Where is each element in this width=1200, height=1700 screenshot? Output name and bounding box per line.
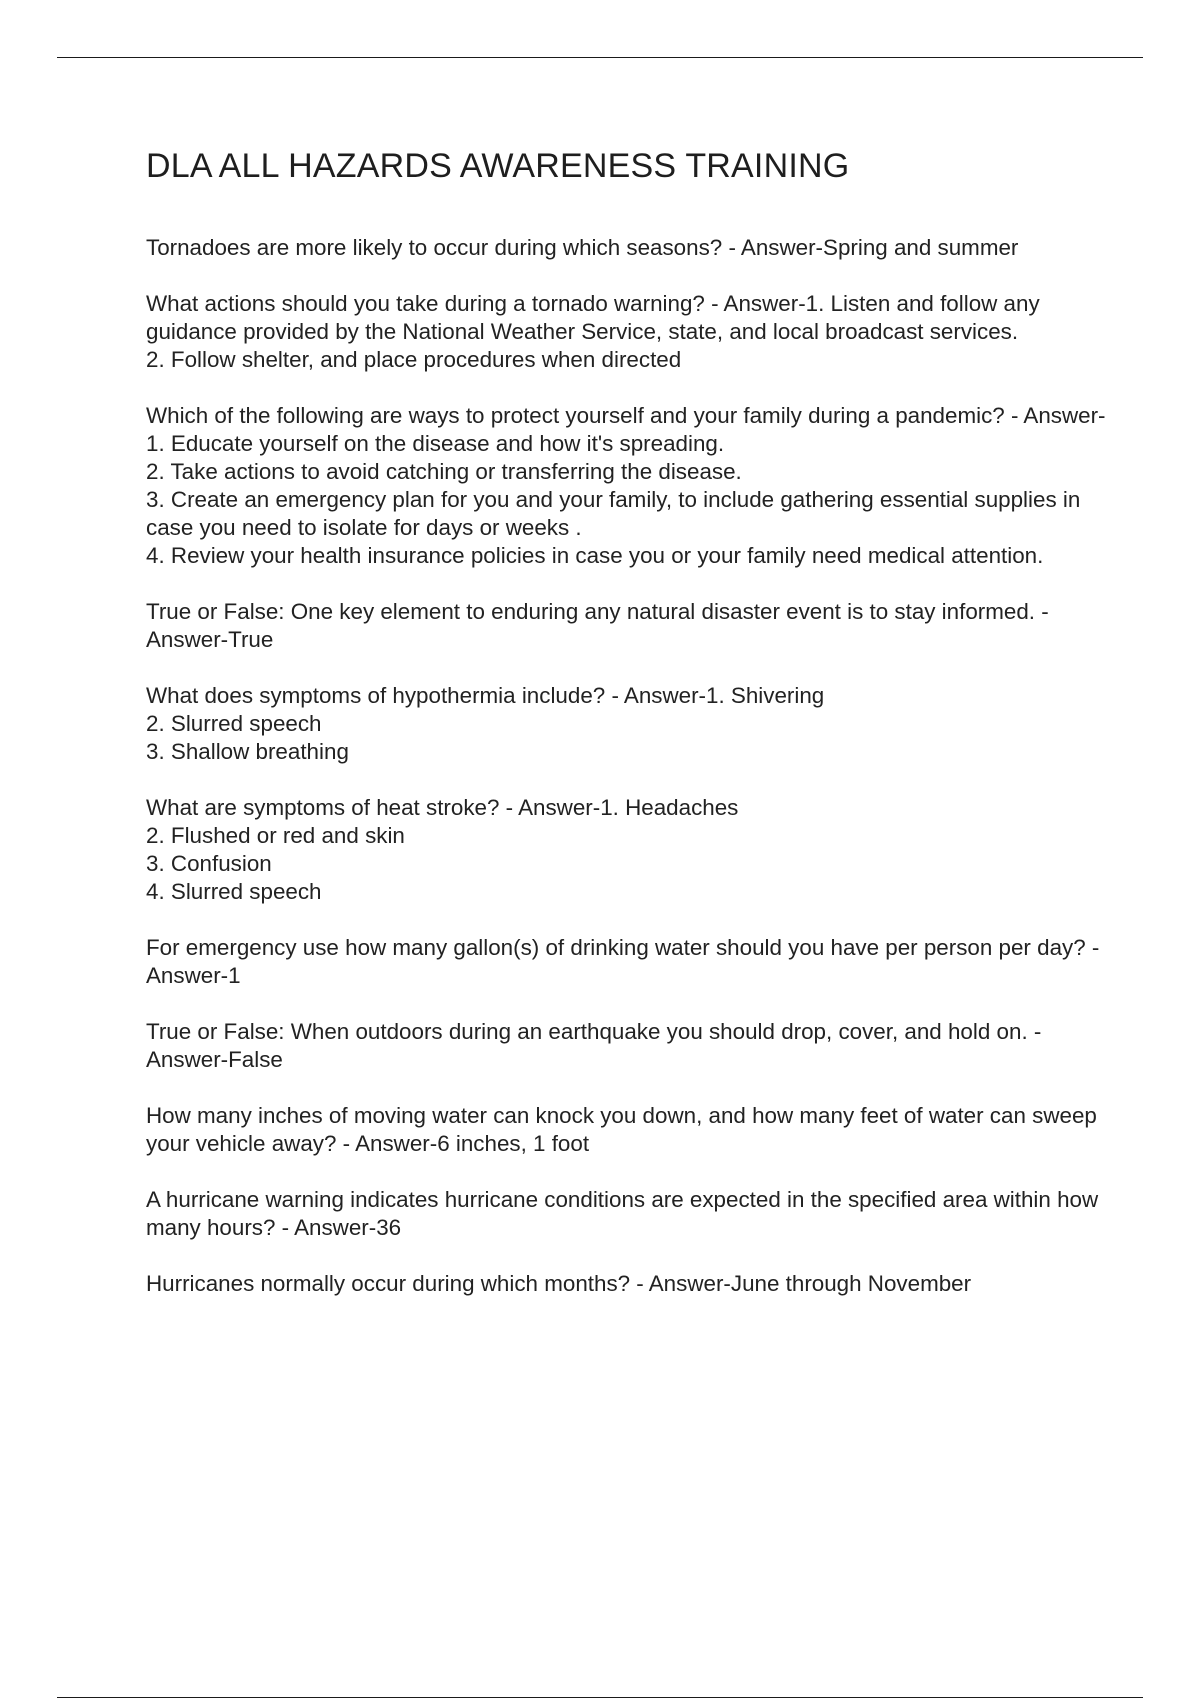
qa-line: 3. Create an emergency plan for you and your family, to include gathering essential supplies in case you need to isolate for days or weeks .: [146, 487, 1081, 540]
qa-item: [146, 1018, 1106, 1074]
qa-item: [146, 598, 1106, 654]
qa-line: 4. Review your health insurance policies in case you or your family need medical attention.: [146, 543, 1044, 568]
qa-item: [146, 934, 1106, 990]
qa-line: 3. Confusion: [146, 851, 272, 876]
qa-line: What actions should you take during a tornado warning? - Answer-1. Listen and follow any guidance provided by the National Weather Service, state, and local broadcast services.: [146, 291, 1040, 344]
qa-line: Tornadoes are more likely to occur during which seasons? - Answer-Spring and summer: [146, 235, 1019, 260]
qa-line: 2. Slurred speech: [146, 711, 322, 736]
document-body: [146, 140, 1106, 1326]
qa-item: [146, 1186, 1106, 1242]
qa-line: Hurricanes normally occur during which months? - Answer-June through November: [146, 1271, 972, 1296]
qa-line: True or False: When outdoors during an earthquake you should drop, cover, and hold on. - Answer-False: [146, 1019, 1042, 1072]
qa-item: [146, 682, 1106, 766]
qa-line: 2. Flushed or red and skin: [146, 823, 405, 848]
qa-line: 4. Slurred speech: [146, 879, 322, 904]
qa-line: 2. Follow shelter, and place procedures when directed: [146, 347, 682, 372]
qa-item: [146, 234, 1106, 262]
qa-item: [146, 1270, 1106, 1298]
qa-line: A hurricane warning indicates hurricane conditions are expected in the specified area within how many hours? - Answer-36: [146, 1187, 1099, 1240]
qa-line: What does symptoms of hypothermia include? - Answer-1. Shivering: [146, 683, 825, 708]
qa-line: Which of the following are ways to protect yourself and your family during a pandemic? - Answer-1. Educate yourself on the disease and how it's spreading.: [146, 403, 1106, 456]
qa-item: [146, 794, 1106, 906]
qa-line: 3. Shallow breathing: [146, 739, 349, 764]
qa-line: How many inches of moving water can knock you down, and how many feet of water can sweep your vehicle away? - Answer-6 inches, 1 foot: [146, 1103, 1097, 1156]
qa-item: [146, 1102, 1106, 1158]
qa-line: True or False: One key element to enduring any natural disaster event is to stay informed. - Answer-True: [146, 599, 1049, 652]
bottom-rule: [57, 1697, 1143, 1698]
document-title: DLA ALL HAZARDS AWARENESS TRAINING: [146, 147, 850, 185]
qa-line: For emergency use how many gallon(s) of drinking water should you have per person per day? - Answer-1: [146, 935, 1100, 988]
qa-line: 2. Take actions to avoid catching or transferring the disease.: [146, 459, 742, 484]
qa-item: [146, 290, 1106, 374]
qa-item: [146, 402, 1106, 570]
top-rule: [57, 57, 1143, 58]
qa-line: What are symptoms of heat stroke? - Answer-1. Headaches: [146, 795, 739, 820]
